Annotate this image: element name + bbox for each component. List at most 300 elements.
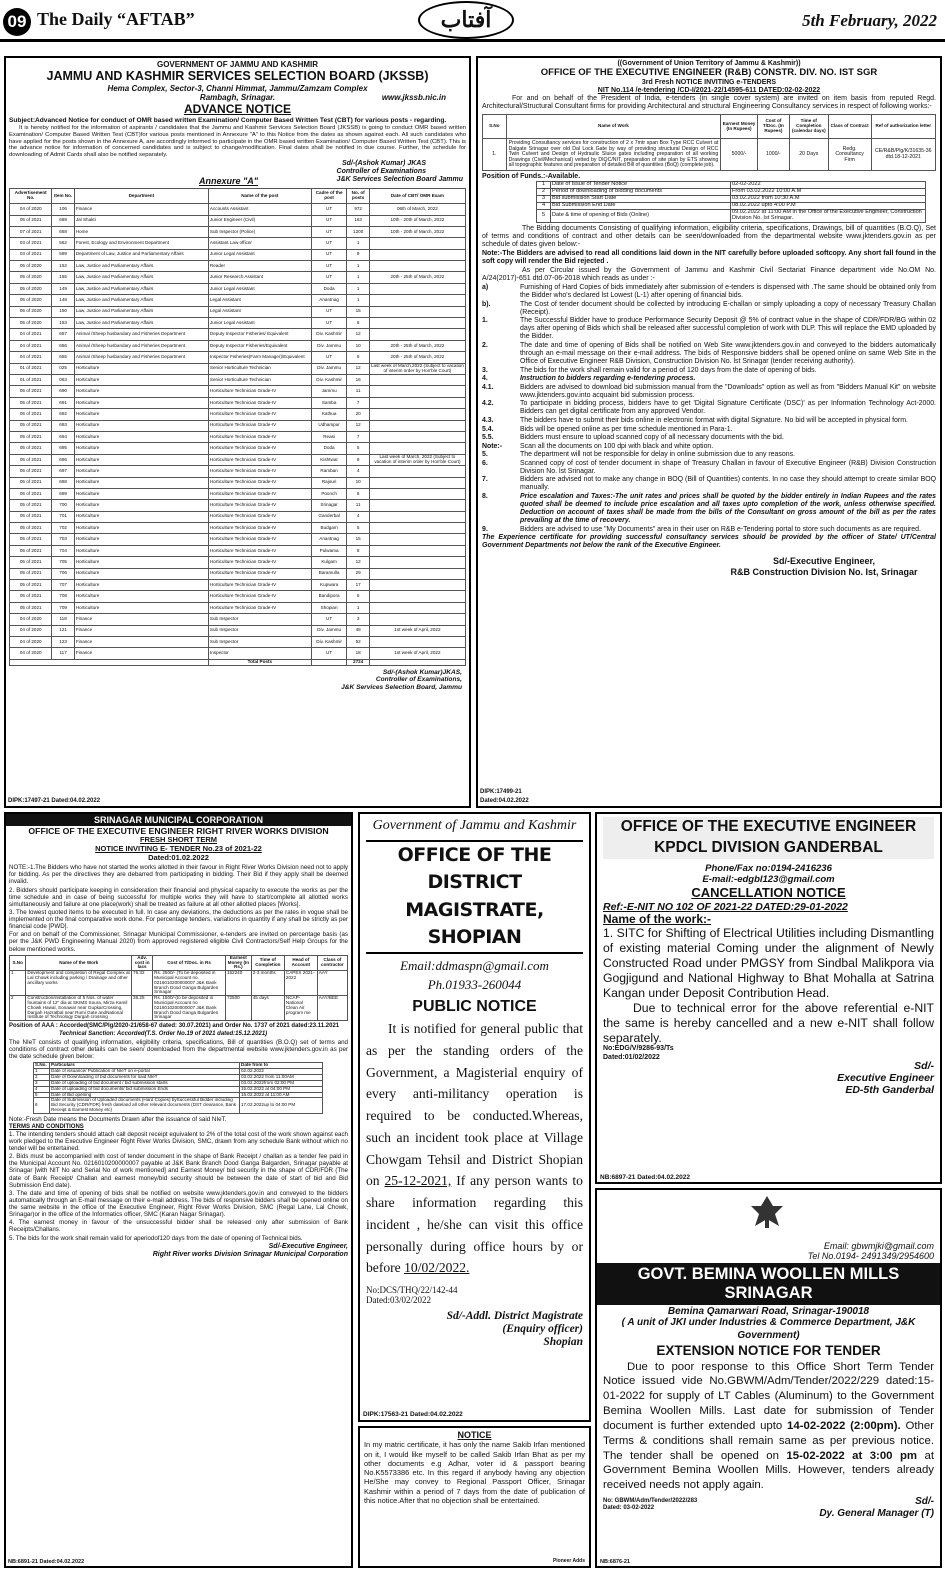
smc-office: OFFICE OF THE EXECUTIVE ENGINEER RIGHT RIVER WORKS DIVISION [28, 826, 329, 837]
annexure-cell: 04 of 2020 [10, 204, 52, 215]
rb-fresh: 3rd Fresh NOTICE INVITING e-TENDERS [641, 78, 777, 86]
kpdcl-ref: Ref:-E-NIT NO 102 OF 2021-22 DATED:29-01-2022 [603, 900, 848, 913]
annexure-cell: Horticulture Technician Grade-IV [208, 386, 311, 397]
annexure-cell: 562 [52, 238, 74, 249]
annexure-cell: Horticulture [74, 523, 208, 534]
gbwm-extension-notice [595, 1188, 942, 1568]
issue-date: 5th February, 2022 [802, 11, 937, 30]
annexure-cell: 5 [347, 443, 369, 454]
annexure-cell [369, 283, 465, 294]
annexure-cell: Pulwama [311, 545, 347, 556]
annexure-cell [369, 431, 465, 442]
annexure-cell [369, 545, 465, 556]
annexure-cell: 20th - 25th of March, 2022 [369, 340, 465, 351]
annexure-row [10, 374, 466, 385]
rb-condition-no: 3. [482, 366, 488, 374]
annexure-cell: Animal /Sheep husbandary and Fisheries Department [74, 329, 208, 340]
rb-gov: ((Government of Union Territory of Jammu & Kashmir)) [617, 60, 801, 67]
rb-work-row [483, 139, 936, 171]
gbwm-extended-date: 14-02-2022 (2:00pm). [787, 1419, 901, 1432]
annexure-cell: 16 [347, 374, 369, 385]
annexure-cell: 697 [52, 466, 74, 477]
rb-condition-text: Price escalation and Taxes:-The unit rates and prices shall be quoted by the bidder entirely in Indian Rupees and the rates quoted shall be deemed to include price escalation and all taxes upto completion of the work, unless otherwise specified. Deduction on account of taxes shall be made from the bills of the Consultant on gross amount of the bill as per the rates prevailing at the time of recovery. [520, 493, 936, 525]
annexure-cell: Div. Jammu [311, 363, 347, 374]
annexure-cell: Kishtwar [311, 454, 347, 465]
annexure-row [10, 352, 466, 363]
annexure-cell: 05 of 2021 [10, 580, 52, 591]
rb-condition-item [482, 367, 936, 375]
gbwm-no: No: GBWM/Adm/Tender/2022/283 [603, 1498, 698, 1505]
rb-col-header: Time of Completion (calendar days) [789, 115, 828, 139]
annexure-cell: 656 [52, 340, 74, 351]
annexure-cell: 8 [347, 545, 369, 556]
annexure-cell: 05 of 2021 [10, 443, 52, 454]
annexure-cell [369, 238, 465, 249]
annexure-cell: 1 [347, 283, 369, 294]
rb-condition-item [482, 342, 936, 366]
smc-note-2: 2. Bidders should participate keeping in consideration their financial and physical capacity to execute the works as per the time schedule and in case of being successful for multiple works they will have to start/complete all allotted works simultaneously and failure at one place(work) shall be treated as failure at all other allotted places [Works]. [9, 886, 348, 908]
rb-sig-division: R&B Construction Division No. Ist, Srinagar [730, 566, 918, 577]
annexure-cell: 12 [347, 363, 369, 374]
gbwm-body-3: at Government Bemina Woollen Mills. However, tenders already received needs not apply again. [603, 1449, 934, 1492]
annexure-cell: 1 [347, 602, 369, 613]
smc-schedule-cell: 02.02.2022 [240, 1069, 323, 1075]
rb-condition-no: 8. [482, 493, 488, 501]
annexure-cell: 1 [347, 261, 369, 272]
annexure-cell: Div. Kashmir [311, 329, 347, 340]
jkssb-sig-title: Controller of Examinations [336, 168, 426, 176]
annexure-cell: Horticulture [74, 602, 208, 613]
annexure-cell: 1st week of April, 2022 [369, 648, 465, 659]
annexure-cell: 03 of 2021 [10, 249, 52, 260]
rb-schedule-cell: 4 [537, 203, 551, 210]
annexure-cell: UT [311, 261, 347, 272]
annexure-cell: UT [311, 238, 347, 249]
smc-schedule-header: Date from to [240, 1063, 323, 1069]
smc-schedule-cell: 5 [34, 1092, 50, 1098]
kpdcl-dated: Dated:01/02/2022 [603, 1053, 660, 1061]
annexure-cell: Junior Research Assistant [208, 272, 311, 283]
annexure-cell: Horticulture [74, 374, 208, 385]
annexure-cell: UT [311, 614, 347, 625]
rb-work-cell: CE/R&B/Plg/K/31635-36 dtd.18-12-2021 [871, 139, 935, 171]
annexure-cell: Horticulture Technician Grade-IV [208, 500, 311, 511]
gbwm-name: GOVT. BEMINA WOOLLEN MILLS SRINAGAR [597, 1263, 940, 1305]
annexure-cell: Anantnag [311, 295, 347, 306]
annexure-row [10, 523, 466, 534]
annexure-cell [369, 374, 465, 385]
annexure-cell: Law, Justice and Parliamentary Affairs [74, 283, 208, 294]
smc-schedule-cell: 3 [34, 1080, 50, 1086]
annexure-cell: 668 [52, 226, 74, 237]
annexure-cell: 694 [52, 431, 74, 442]
annexure-cell: Budgam [311, 523, 347, 534]
annexure-cell: Horticulture Technician Grade-IV [208, 557, 311, 568]
annexure-cell [369, 568, 465, 579]
annexure-cell: Horticulture [74, 500, 208, 511]
rb-dipk: DIPK:17499-21 [480, 789, 522, 796]
annexure-row [10, 443, 466, 454]
annexure-row [10, 363, 466, 374]
dm-title: PUBLIC NOTICE [412, 997, 537, 1015]
annexure-cell: Horticulture [74, 443, 208, 454]
annexure-cell: Last week of March, 2022 (Subject to vacation of interim order by Hon'ble Court) [369, 454, 465, 465]
rb-dipk-date: Dated:04.02.2022 [480, 798, 529, 805]
annexure-cell: 657 [52, 329, 74, 340]
annexure-cell: Div. Jammu [311, 625, 347, 636]
annexure-cell: Senior Horticulture Technician [208, 374, 311, 385]
annexure-cell: 05 of 2021 [10, 420, 52, 431]
annexure-cell: 05 of 2020 [10, 261, 52, 272]
annexure-cell: 04 of 2021 [10, 352, 52, 363]
smc-schedule-cell: 17.02.2022up to 04:00 PM [240, 1098, 323, 1113]
annexure-cell: Horticulture [74, 488, 208, 499]
annexure-cell [369, 614, 465, 625]
annexure-cell: Finance [74, 636, 208, 647]
rb-e-tender-notice [476, 56, 942, 808]
dm-sig-role: (Enquiry officer) [502, 1322, 583, 1335]
annexure-cell: Finance [74, 625, 208, 636]
rb-schedule-cell: 5 [537, 209, 551, 222]
annexure-cell: 1 [347, 295, 369, 306]
annexure-col-header: No. of posts [347, 189, 369, 204]
annexure-cell [369, 295, 465, 306]
dm-dated: Dated:03/02/2022 [366, 1295, 431, 1306]
rb-condition-no: 5. [482, 451, 488, 459]
rb-condition-text: Bidders are advised to use "My Documents" area in their user on R&B e-Tendering portal to store such documents as are required. [520, 525, 921, 533]
annexure-cell: Legal Assistant [208, 306, 311, 317]
annexure-cell: Law, Justice and Parliamentary Affairs [74, 318, 208, 329]
annexure-row [10, 500, 466, 511]
rb-condition-no: 7. [482, 476, 488, 484]
annexure-cell: 3 [347, 614, 369, 625]
annexure-cell: Senior Horticulture Technician [208, 363, 311, 374]
annexure-cell [369, 500, 465, 511]
dm-body-1: It is notified for general public that as per the standing orders of the Government, a Magisterial enquiry of every anti-militancy operation is required to be conducted.Whereas, such an incident took place at Village Chowgam Tehsil and District Shopian on [366, 1021, 583, 1189]
dm-shopian-public-notice [358, 812, 591, 1422]
annexure-cell: Law, Justice and Parliamentary Affairs [74, 295, 208, 306]
kpdcl-email[interactable]: E-mail:-edgbl123@gmail.com [702, 873, 835, 885]
annexure-cell: 704 [52, 545, 74, 556]
annexure-cell: 9 [347, 249, 369, 260]
jkssb-sig: Sd/-(Ashok Kumar) JKAS [341, 160, 426, 168]
annexure-cell: 05 of 2020 [10, 283, 52, 294]
rb-condition-no: 4. [482, 375, 488, 383]
smc-schedule-cell: 4 [34, 1086, 50, 1092]
annexure-cell [369, 511, 465, 522]
rb-office: OFFICE OF THE EXECUTIVE ENGINEER (R&B) CONSTR. DIV. NO. IST SGR [540, 67, 878, 79]
annexure-cell: 18 [347, 648, 369, 659]
smc-note-3: 3. The lowest quoted items to be executed in full. In case any deviations, the deductions as per the rates in vogue shall be implemented on the final comparative work done. For percentage tenders, variations in quantity if any shall be strictly as per financial code [PWD]. [9, 908, 348, 931]
annexure-cell: Department of Law, Justice and Parliamentary Affairs [74, 249, 208, 260]
smc-col-header: Cost of T/Doc. in Rs [153, 955, 226, 970]
annexure-cell: 123 [52, 636, 74, 647]
annexure-cell: Animal /Sheep husbandary and Fisheries Department [74, 352, 208, 363]
annexure-cell: 04 of 2020 [10, 648, 52, 659]
smc-work-cell: Development and completion of Regal Complex at Lal Chowk including parking / Drainage and other ancillary works [26, 971, 132, 996]
kpdcl-sig-role: Executive Engineer [837, 1071, 934, 1084]
rb-schedule-cell: 09.02.2022 at 11:00 AM in the Office of the Executive Engineer, Construction Division No. Ist Srinagar. [731, 209, 926, 222]
annexure-cell: 05 of 2021 [10, 409, 52, 420]
rb-work-cell: Redg. Consultancy Firm [828, 139, 871, 171]
annexure-cell: Horticulture Technician Grade-IV [208, 568, 311, 579]
annexure-cell: 03 of 2021 [10, 238, 52, 249]
jkssb-website[interactable]: www.jkssb.nic.in [381, 92, 446, 102]
smc-col-header: Time of Completion [251, 955, 284, 970]
annexure-cell: Udhampur [311, 420, 347, 431]
rb-condition-text: Bids will be opened online as per time schedule mentioned in Para-1. [520, 425, 733, 433]
annexure-cell: 05 of 2021 [10, 431, 52, 442]
annexure-cell: Deputy Inspector Fisheries/ Equivalent [208, 329, 311, 340]
annexure-cell: 01 of 2021 [10, 374, 52, 385]
rb-schedule-cell: 1 [537, 182, 551, 189]
annexure-cell: Jal Shakti [74, 215, 208, 226]
rb-col-header: Ref of authorization letter [871, 115, 935, 139]
jkssb-board: JAMMU AND KASHMIR SERVICES SELECTION BOARD (JKSSB) [46, 69, 429, 84]
annexure-cell: Horticulture Technician Grade-IV [208, 420, 311, 431]
jkssb-advance-notice [4, 56, 471, 808]
rb-schedule-cell: 02-02-2022 [731, 182, 926, 189]
annexure-cell: 05 of 2021 [10, 511, 52, 522]
annexure-cell: 05 of 2021 [10, 397, 52, 408]
annexure-cell: Horticulture [74, 431, 208, 442]
annexure-cell: Ganderbal [311, 511, 347, 522]
annexure-cell: Horticulture [74, 466, 208, 477]
annexure-row [10, 477, 466, 488]
annexure-cell: 05 of 2021 [10, 557, 52, 568]
annexure-cell: Ramban [311, 466, 347, 477]
annexure-cell: 06th of March, 2022 [369, 204, 465, 215]
annexure-row [10, 261, 466, 272]
annexure-cell: Horticulture [74, 545, 208, 556]
annexure-cell: Shopian [311, 602, 347, 613]
annexure-cell: Horticulture Technician Grade-IV [208, 397, 311, 408]
annexure-cell: Reader [208, 261, 311, 272]
rb-condition-no: 2. [482, 341, 488, 349]
annexure-row [10, 249, 466, 260]
kpdcl-title: CANCELLATION NOTICE [691, 884, 846, 900]
annexure-cell: 700 [52, 500, 74, 511]
annexure-cell: Inspector Fisheries(Farm Manager)/Equivalent [208, 352, 311, 363]
annexure-cell: UT [311, 226, 347, 237]
dm-phone: Ph.01933-260044 [427, 976, 522, 992]
rb-condition-text: Bidders must ensure to upload scanned copy of all necessary documents with the bid. [520, 434, 784, 442]
annexure-cell: 07 of 2021 [10, 226, 52, 237]
annexure-cell: Srinagar [311, 500, 347, 511]
annexure-row [10, 226, 466, 237]
rb-condition-item [482, 443, 936, 451]
aftab-logo: آفتاب [418, 1, 514, 39]
annexure-cell: 5 [347, 591, 369, 602]
annexure-cell: 709 [52, 602, 74, 613]
rb-condition-text: Instruction to bidders regarding e-tendering process. [520, 375, 696, 383]
rb-condition-no: 9. [482, 525, 488, 533]
gbwm-sig: Sd/- [915, 1496, 934, 1508]
annexure-cell: Poonch [311, 488, 347, 499]
jki-emblem-icon [747, 1194, 787, 1230]
annexure-row [10, 488, 466, 499]
smc-term-1: 1. The intending tenders should attach call deposit receipt equivalent to 2% of the total cost of the work shown against each work pledged to the Executive Engineer Right River Works Division, SMC, drawn from any schedule Bank without which no tender will be entertained. [9, 1130, 348, 1153]
annexure-cell: 7 [347, 397, 369, 408]
smc-schedule-header: S.No. [34, 1063, 50, 1069]
rb-condition-item [482, 493, 936, 525]
annexure-cell: 706 [52, 568, 74, 579]
annexure-cell [369, 318, 465, 329]
annexure-cell: 10th - 20th of March, 2022 [369, 226, 465, 237]
annexure-row [10, 602, 466, 613]
annexure-cell: Law, Justice and Parliamentary Affairs [74, 306, 208, 317]
annexure-row [10, 409, 466, 420]
annexure-cell: Sub Inspector [208, 614, 311, 625]
annexure-cell: 703 [52, 534, 74, 545]
annexure-cell: 1 [347, 272, 369, 283]
annexure-cell: 15 [347, 534, 369, 545]
annexure-cell: Kulgam [311, 557, 347, 568]
notice-body: In my matric certificate, it has only the name Sakib Irfan mentioned on it, I would like myself to be called Sakib Irfan Bhat as per my other documents e.g Adhar, voter id & passport bearing No.K5573386 etc. In this regard if anybody having any objection He/She may convey to Regional Passport Officer, Srinagar Kashmir within a period of 7 days from the date of publication of this notice.After that no objection shall be entertained. [364, 1440, 585, 1505]
rb-col-header: Name of Work [506, 115, 721, 139]
annexure-cell: 707 [52, 580, 74, 591]
dm-sig-place: Shopian [543, 1336, 583, 1349]
annexure-cell [369, 602, 465, 613]
annexure-cell: 05 of 2020 [10, 295, 52, 306]
annexure-cell: 05 of 2021 [10, 466, 52, 477]
annexure-cell: Sub Inspector (Police) [208, 226, 311, 237]
jkssb-bottom-sig-board: J&K Services Selection Board, Jammu [341, 683, 462, 691]
annexure-cell: 10 [347, 340, 369, 351]
jkssb-title: ADVANCE NOTICE [183, 101, 292, 116]
annexure-row [10, 329, 466, 340]
annexure-cell: 1 [347, 238, 369, 249]
annexure-cell: Horticulture [74, 386, 208, 397]
annexure-row [10, 636, 466, 647]
rb-schedule-cell: 2 [537, 189, 551, 196]
kpdcl-phone: Phone/Fax no:0194-2416236 [705, 862, 832, 874]
smc-work-cell: 76.32 [132, 971, 153, 996]
annexure-cell: Div. Kashmir [311, 636, 347, 647]
rb-condition-item [482, 460, 936, 476]
annexure-row [10, 625, 466, 636]
annexure-cell: 17 [347, 580, 369, 591]
annexure-col-header: Cadre of the post [311, 189, 347, 204]
kpdcl-sig: Sd/- [914, 1059, 934, 1072]
smc-col-header: S.No [10, 955, 26, 970]
annexure-cell: 708 [52, 591, 74, 602]
annexure-cell: 05 of 2021 [10, 523, 52, 534]
smc-schedule-cell: 03.02.2022 from 11:00AM [240, 1075, 323, 1081]
annexure-cell [369, 477, 465, 488]
annexure-cell [369, 534, 465, 545]
smc-work-cell: 36.25 [132, 996, 153, 1021]
annexure-cell: 690 [52, 386, 74, 397]
smc-work-cell: Construction/installation of 5 Nos. of water fountains of 12" dia at SKIMS Soura, Mirza Kamil Chowk Hawal, Sonawar near GupkarCrossing, Dargah Hazratbal near Rumi Gate andNational Institute of Technology Dargah crossing [26, 996, 132, 1021]
rb-condition-item [482, 317, 936, 341]
annexure-cell: Horticulture [74, 534, 208, 545]
rb-nit: NIT No.114 /e-tendering /CD-I/2021-22/14595-611 DATED:02-02-2022 [597, 87, 821, 95]
annexure-cell: 52 [347, 636, 369, 647]
annexure-cell: Doda [311, 283, 347, 294]
rb-condition-item [482, 301, 936, 317]
jkssb-subject: Subject:Advanced Notice for conduct of OMR based written Examination/ Computer Based Written Test (CBT) for various posts - regarding. [9, 116, 447, 124]
rb-schedule-cell: Bid Submission End Date [551, 203, 731, 210]
rb-condition-text: Furnishing of Hard Copies of bids immediately after submission of e-tenders is dispensed with .The same should be obtained only from the Bidder who's declared lst Lowest (L-1) after opening of financial bids. [520, 283, 936, 300]
rb-condition-no: 6. [482, 459, 488, 467]
rb-work-table [482, 114, 936, 171]
annexure-cell [369, 249, 465, 260]
annexure-cell: 701 [52, 511, 74, 522]
annexure-cell: 15 [347, 306, 369, 317]
dm-body-2: If any person wants to share information regarding this incident , he/she can visit this office personally during office hours by or before [366, 1173, 583, 1276]
annexure-cell: 689 [52, 215, 74, 226]
rb-condition-text: Scan all the documents on 100 dpi with black and white option. [520, 442, 714, 450]
rb-schedule-table [536, 181, 926, 222]
annexure-cell: 48 [347, 625, 369, 636]
rb-condition-text: Bidders are advised not to make any change in BOQ (Bill of Quantities) contents. In no case they should attempt to create similar BOQ manually. [520, 476, 936, 492]
annexure-cell: Horticulture Technician Grade-IV [208, 443, 311, 454]
annexure-col-header: Department [74, 189, 208, 204]
annexure-row [10, 238, 466, 249]
annexure-cell: Law, Justice and Parliamentary Affairs [74, 261, 208, 272]
annexure-cell: 655 [52, 352, 74, 363]
rb-col-header: Cost of T/Doc. (In Rupees) [757, 115, 789, 139]
annexure-cell [369, 523, 465, 534]
annexure-cell: 599 [52, 249, 74, 260]
smc-dated: Dated:01.02.2022 [148, 852, 209, 862]
smc-work-cell: 1 [10, 971, 26, 996]
annexure-cell: 150 [52, 306, 74, 317]
annexure-cell: Horticulture [74, 568, 208, 579]
smc-nit: NOTICE INVITING E- TENDER No.23 of 2021-22 [95, 843, 262, 853]
rb-experience: The Experience certificate for providing successful consultancy services should be provided by the officer of State/ UT/Central Government Departments not below the rank of the Executive Engineer. [482, 534, 936, 550]
annexure-row [10, 648, 466, 659]
kpdcl-office: OFFICE OF THE EXECUTIVE ENGINEER KPDCL DIVISION GANDERBAL [603, 817, 934, 859]
smc-col-header: Name of the Work [26, 955, 132, 970]
smc-note: NOTE:-1.The Bidders who have not started the works allotted in their favour in Right River Works Division need not to apply for bidding. As per the directives they are debarred from participating in bidding. Their Bid if they apply shall be deemed invalid. [9, 864, 348, 886]
rb-col-header: Class of Contract [828, 115, 871, 139]
rb-col-header: Earnest Money (In Rupees) [721, 115, 757, 139]
smc-schedule-header: Particulars [50, 1063, 240, 1069]
smc-sig: Sd/-Executive Engineer, [268, 1242, 348, 1250]
annexure-cell [369, 306, 465, 317]
smc-work-row [10, 996, 348, 1021]
annexure-cell [369, 488, 465, 499]
rb-condition-no: b). [482, 300, 491, 308]
smc-work-cell: 2-3 months [251, 971, 284, 996]
smc-schedule-cell: Date of uploading of bid document / bid submission starts [50, 1080, 240, 1086]
annexure-cell [369, 397, 465, 408]
annexure-cell: 04 of 2020 [10, 614, 52, 625]
gbwm-email[interactable]: Email: gbwmjki@gmail.com [823, 1241, 934, 1251]
jkssb-address: Hema Complex, Sector-3, Channi Himmat, Jammu/Zamzam Complex [107, 83, 368, 93]
annexure-row [10, 215, 466, 226]
smc-work-cell: 72500 [225, 996, 251, 1021]
annexure-cell: Finance [74, 204, 208, 215]
smc-schedule-row [34, 1098, 323, 1113]
annexure-cell: Home [74, 226, 208, 237]
gbwm-address: Bemina Qamarwari Road, Srinagar-190018 [667, 1305, 870, 1317]
annexure-cell: Horticulture [74, 397, 208, 408]
annexure-row [10, 283, 466, 294]
annexure-cell: 7 [347, 431, 369, 442]
smc-para-1: The NIeT consists of qualifying information, eligibility criteria, specifications, Bill of quantities (B.O.Q) set of terms and conditions of contract other details can be seen/ downloaded from the departmental website www.jktenders.gov.in as per the date schedule given below: [9, 1039, 348, 1061]
name-change-notice [358, 1426, 591, 1568]
annexure-cell: Horticulture [74, 363, 208, 374]
annexure-cell: 20th - 25th of March, 2022 [369, 272, 465, 283]
jkssb-sig-board: J&K Services Selection Board Jammu [336, 176, 463, 184]
dm-email[interactable]: Email:ddmaspn@gmail.com [400, 957, 549, 973]
annexure-row [10, 340, 466, 351]
notice-source: Pioneer Adds [552, 1558, 585, 1565]
rb-condition-text: The date and time of opening of Bids shall be notified on Web Site www.jktenders.gov.in and conveyed to the bidders automatically through an e-mail message on their e-mail address. The bids of Responsive bidders shall be opened online on same Web Site in the Office of Executive Engineer R&B Division, Construction Division No. lst Srinagar (tender receiving authority). [520, 341, 936, 366]
